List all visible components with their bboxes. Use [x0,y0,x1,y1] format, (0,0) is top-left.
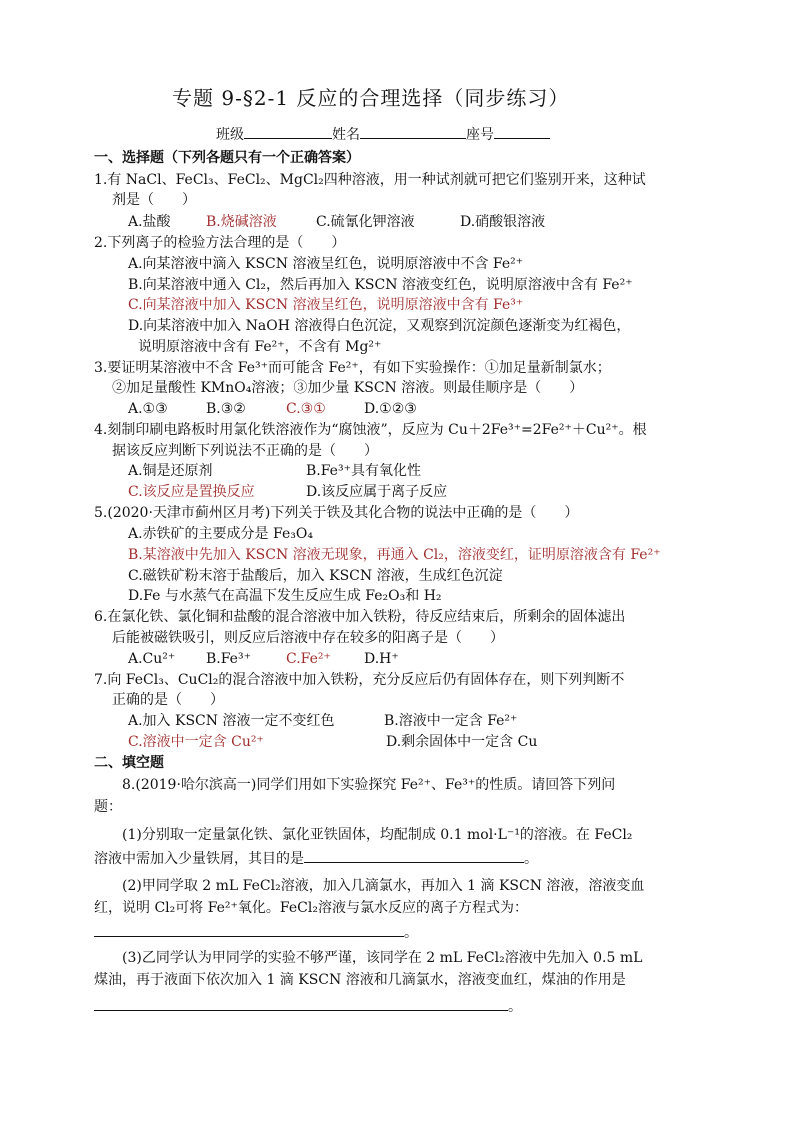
q6-option-c[interactable]: C.Fe²⁺ [286,651,331,667]
q4-stem-line1: 4.刻制印刷电路板时用氯化铁溶液作为“腐蚀液”，反应为 Cu＋2Fe³⁺=2Fe²⁺＋Cu²⁺。根 [94,422,647,438]
q8-part3-answer-row [94,996,522,1017]
q4-option-b[interactable]: B.Fe³⁺具有氧化性 [306,463,421,479]
page-title: 专题 9-§2-1 反应的合理选择（同步练习） [172,86,570,110]
q2-stem: 2.下列离子的检验方法合理的是（ ） [94,235,346,251]
q4-option-d[interactable]: D.该反应属于离子反应 [306,484,448,500]
q3-stem-line2: ②加足量酸性 KMnO₄溶液；③加少量 KSCN 溶液。则最佳顺序是（ ） [112,380,584,396]
q8-part3-line1: (3)乙同学认为甲同学的实验不够严谨，该同学在 2 mL FeCl₂溶液中先加入 0.5 mL [122,950,643,966]
q8-part3-answer-blank[interactable] [94,996,508,1011]
q6-option-d[interactable]: D.H⁺ [364,651,399,667]
q5-option-c[interactable]: C.磁铁矿粉末溶于盐酸后，加入 KSCN 溶液，生成红色沉淀 [128,568,503,584]
q8-stem-line1: 8.(2019·哈尔滨高一)同学们用如下实验探究 Fe²⁺、Fe³⁺的性质。请回答下列问 [122,777,616,793]
q7-stem-line1: 7.向 FeCl₃、CuCl₂的混合溶液中加入铁粉，充分反应后仍有固体存在，则下列判断不 [94,672,625,688]
q2-option-d-line1[interactable]: D.向某溶液中加入 NaOH 溶液得白色沉淀，又观察到沉淀颜色逐渐变为红褐色， [128,318,631,334]
q3-option-c[interactable]: C.③① [286,401,326,417]
q3-stem-line1: 3.要证明某溶液中不含 Fe³⁺而可能含 Fe²⁺，有如下实验操作：①加足量新制氯水； [94,360,611,376]
q8-part2-answer-blank[interactable] [94,922,404,937]
q5-stem: 5.(2020·天津市蓟州区月考)下列关于铁及其化合物的说法中正确的是（ ） [94,505,579,521]
q1-option-d[interactable]: D.硝酸银溶液 [460,214,546,230]
q3-option-d[interactable]: D.①②③ [364,401,417,417]
q8-part3-line2: 煤油，再于液面下依次加入 1 滴 KSCN 溶液和几滴氯水，溶液变血红，煤油的作用是 [94,972,626,988]
q8-part1-line1: (1)分别取一定量氯化铁、氯化亚铁固体，均配制成 0.1 mol·L⁻¹的溶液。在 FeCl₂ [122,827,633,843]
q3-option-b[interactable]: B.③② [206,401,246,417]
name-label: 姓名 [332,127,360,143]
q6-stem-line2: 后能被磁铁吸引，则反应后溶液中存在较多的阳离子是（ ） [112,630,504,646]
class-blank[interactable] [244,124,332,139]
q2-option-a[interactable]: A.向某溶液中滴入 KSCN 溶液呈红色，说明原溶液中不含 Fe²⁺ [128,256,524,272]
q7-option-d[interactable]: D.剩余固体中一定含 Cu [386,734,538,750]
section-heading-choice: 一、选择题（下列各题只有一个正确答案） [94,150,360,166]
q8-part2-line2: 红，说明 Cl₂可将 Fe²⁺氧化。FeCl₂溶液与氯水反应的离子方程式为： [94,900,528,916]
q6-option-b[interactable]: B.Fe³⁺ [206,651,251,667]
q8-stem-line2: 题： [94,799,122,815]
q5-option-a[interactable]: A.赤铁矿的主要成分是 Fe₃O₄ [128,526,313,542]
section-heading-fill: 二、填空题 [94,755,164,771]
q1-option-b[interactable]: B.烧碱溶液 [206,214,277,230]
name-blank[interactable] [360,124,466,139]
q7-stem-line2: 正确的是（ ） [112,692,224,708]
q2-option-d-line2: 说明原溶液中含有 Fe²⁺，不含有 Mg²⁺ [138,339,382,355]
class-label: 班级 [216,127,244,143]
q4-stem-line2: 据该反应判断下列说法不正确的是（ ） [112,443,378,459]
q4-option-c[interactable]: C.该反应是置换反应 [128,484,255,500]
q3-option-a[interactable]: A.①③ [128,401,168,417]
q8-part2-line1: (2)甲同学取 2 mL FeCl₂溶液，加入几滴氯水，再加入 1 滴 KSCN 溶液，溶液变血 [122,878,645,894]
period: 。 [508,999,522,1015]
q8-part1-answer-blank[interactable] [304,848,524,863]
q7-option-a[interactable]: A.加入 KSCN 溶液一定不变红色 [128,713,335,729]
period: 。 [524,851,538,867]
q1-option-c[interactable]: C.硫氰化钾溶液 [316,214,415,230]
q1-stem-line1: 1.有 NaCl、FeCl₃、FeCl₂、MgCl₂四种溶液，用一种试剂就可把它们鉴别开来，这种试 [94,172,646,188]
student-info-row [216,124,550,145]
q2-option-c[interactable]: C.向某溶液中加入 KSCN 溶液呈红色，说明原溶液中含有 Fe³⁺ [128,297,524,313]
q8-part1-text: 溶液中需加入少量铁屑，其目的是 [94,851,304,867]
q5-option-b[interactable]: B.某溶液中先加入 KSCN 溶液无现象，再通入 Cl₂，溶液变红，证明原溶液含有 Fe²⁺ [128,547,661,563]
seat-label: 座号 [466,127,494,143]
q2-option-b[interactable]: B.向某溶液中通入 Cl₂，然后再加入 KSCN 溶液变红色，说明原溶液中含有 Fe²⁺ [128,277,633,293]
period: 。 [404,925,418,941]
q6-option-a[interactable]: A.Cu²⁺ [128,651,176,667]
q6-stem-line1: 6.在氯化铁、氯化铜和盐酸的混合溶液中加入铁粉，待反应结束后，所剩余的固体滤出 [94,609,626,625]
q1-option-a[interactable]: A.盐酸 [128,214,171,230]
q5-option-d[interactable]: D.Fe 与水蒸气在高温下发生反应生成 Fe₂O₃和 H₂ [128,588,442,604]
q8-part1-line2 [94,848,538,869]
q7-option-c[interactable]: C.溶液中一定含 Cu²⁺ [128,734,264,750]
q1-stem-line2: 剂是（ ） [112,192,196,208]
q4-option-a[interactable]: A.铜是还原剂 [128,463,213,479]
seat-blank[interactable] [494,124,550,139]
q8-part2-answer-row [94,922,418,943]
q7-option-b[interactable]: B.溶液中一定含 Fe²⁺ [384,713,518,729]
